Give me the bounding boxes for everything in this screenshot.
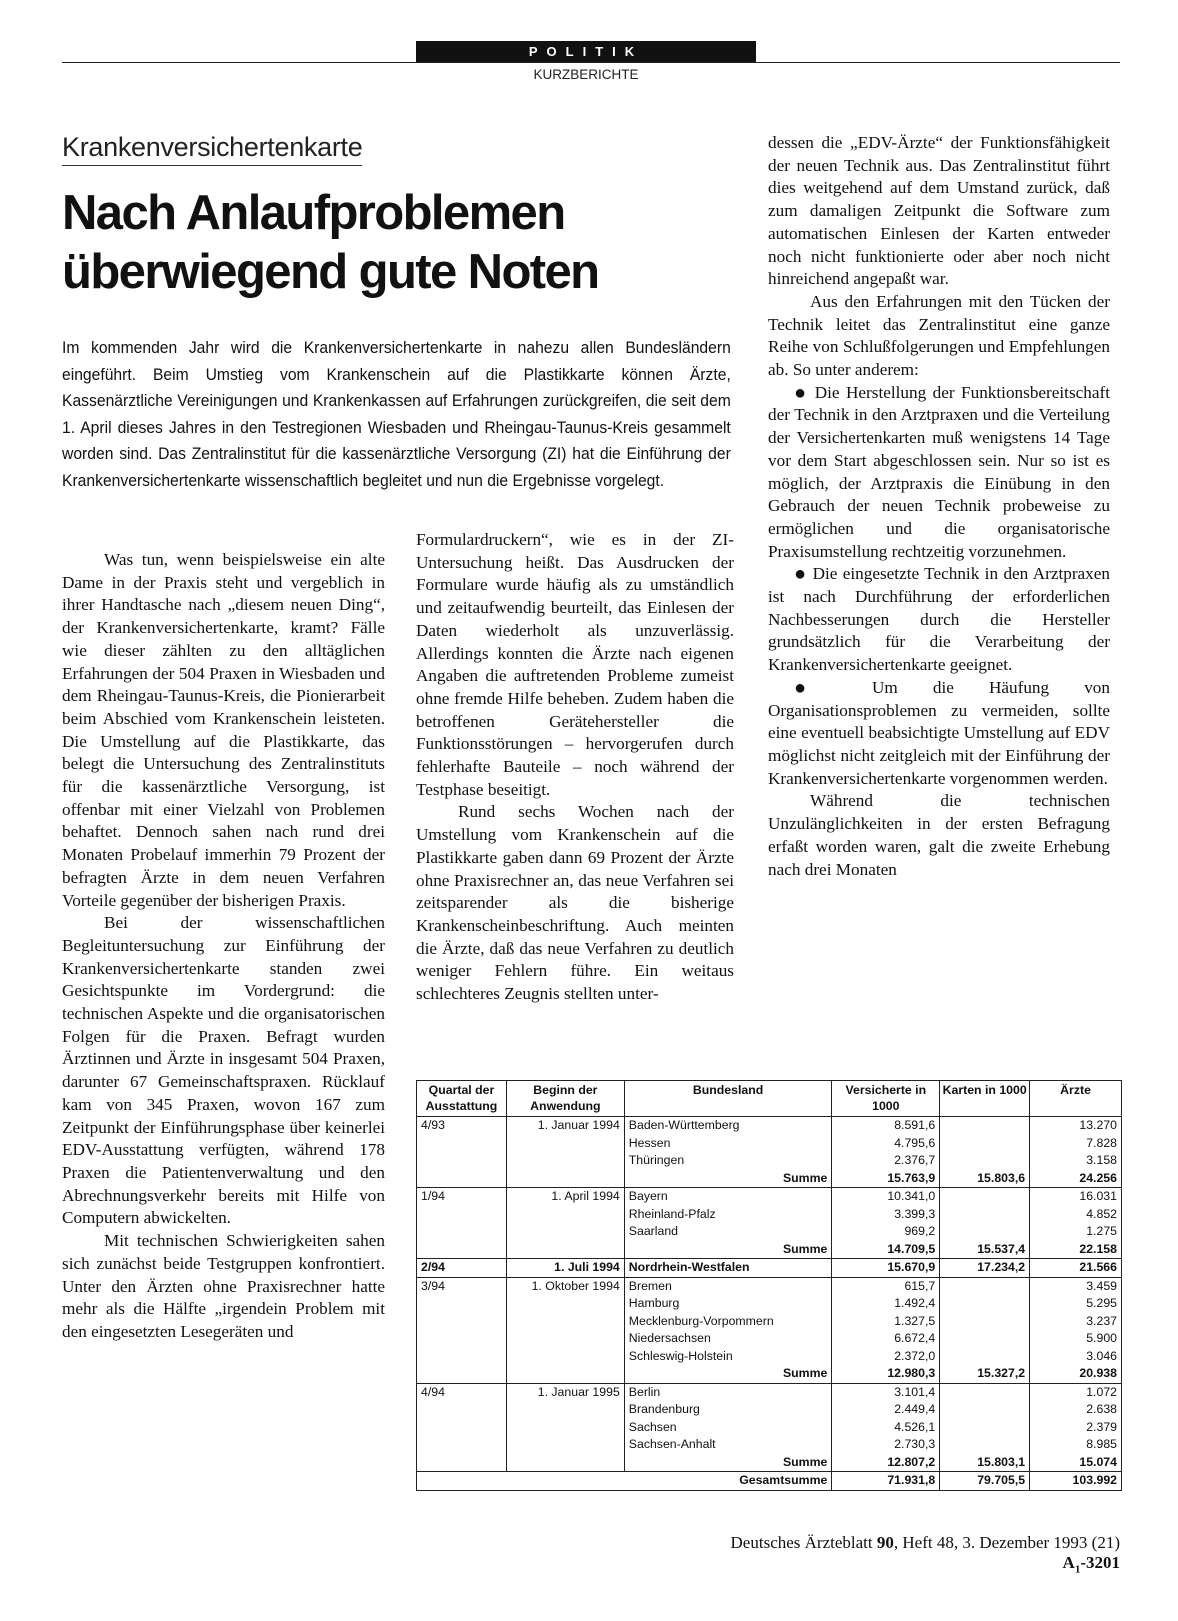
karten-cell (940, 1223, 1030, 1241)
quartal-cell (417, 1295, 507, 1313)
versicherte-cell: 2.730,3 (832, 1436, 940, 1454)
bundesland-cell: Berlin (624, 1383, 832, 1401)
summe-label: Summe (624, 1170, 832, 1188)
versicherte-cell: 15.763,9 (832, 1170, 940, 1188)
table-header: Bundesland (624, 1081, 832, 1117)
beginn-cell (506, 1206, 624, 1224)
versicherte-cell: 4.795,6 (832, 1135, 940, 1153)
bundesland-cell: Bremen (624, 1277, 832, 1295)
quartal-cell (417, 1223, 507, 1241)
body-column-1 (62, 549, 385, 1344)
table-header: Quartal der Ausstattung (417, 1081, 507, 1117)
table-sum-row (417, 1241, 1122, 1259)
bullet-text: Die eingesetzte Technik in den Arztpraxen ist nach Durchführung der erforderlichen Nachbesserungen durch die Hersteller grundsätzlich für die Verarbeitung der Krankenversichertenkarte geeignet. (768, 564, 1110, 675)
versicherte-cell: 6.672,4 (832, 1330, 940, 1348)
versicherte-cell: 2.449,4 (832, 1401, 940, 1419)
table-row (417, 1117, 1122, 1135)
quartal-cell: 1/94 (417, 1188, 507, 1206)
aerzte-cell: 1.072 (1030, 1383, 1122, 1401)
aerzte-cell: 5.900 (1030, 1330, 1122, 1348)
quartal-cell (417, 1401, 507, 1419)
quartal-cell (417, 1241, 507, 1259)
beginn-cell (506, 1436, 624, 1454)
table-row (417, 1419, 1122, 1437)
table-row (417, 1313, 1122, 1331)
table-row (417, 1436, 1122, 1454)
versicherte-cell: 969,2 (832, 1223, 940, 1241)
statistics-table (416, 1080, 1122, 1491)
bundesland-cell: Rheinland-Pfalz (624, 1206, 832, 1224)
karten-cell: 79.705,5 (940, 1472, 1030, 1491)
bullet-icon: ● (794, 563, 808, 586)
body-paragraph: Mit technischen Schwierigkeiten sahen sich zunächst beide Testgruppen konfrontiert. Unter den Ärzten ohne Praxisrechner hatte mehr als die Hälfte „irgendein Problem mit den eingesetzten Lesegeräten und (62, 1231, 385, 1341)
table-sum-row (417, 1170, 1122, 1188)
beginn-cell (506, 1454, 624, 1472)
beginn-cell (506, 1348, 624, 1366)
table-row (417, 1348, 1122, 1366)
bullet-text: Um die Häufung von Organisationsproblemen zu vermeiden, sollte eine eventuell beabsichtigte Umstellung auf EDV möglichst nicht zeitgleich mit der Einführung der Krankenversichertenkarte vorgenommen werden. (768, 677, 1110, 788)
bullet-paragraph (768, 677, 1110, 791)
karten-cell: 15.803,6 (940, 1170, 1030, 1188)
aerzte-cell: 1.275 (1030, 1223, 1122, 1241)
aerzte-cell: 22.158 (1030, 1241, 1122, 1259)
article-headline: Nach Anlaufproblemen überwiegend gute Noten (62, 186, 599, 299)
quartal-cell (417, 1152, 507, 1170)
beginn-cell: 1. April 1994 (506, 1188, 624, 1206)
karten-cell (940, 1313, 1030, 1331)
aerzte-cell: 3.459 (1030, 1277, 1122, 1295)
table-row (417, 1330, 1122, 1348)
quartal-cell (417, 1135, 507, 1153)
quartal-cell (417, 1313, 507, 1331)
karten-cell: 15.803,1 (940, 1454, 1030, 1472)
beginn-cell: 1. Januar 1994 (506, 1117, 624, 1135)
quartal-cell (417, 1330, 507, 1348)
body-paragraph: Was tun, wenn beispielsweise ein alte Dame in der Praxis steht und vergeblich in ihrer Handtasche nach „diesem neuen Ding“, der Krankenversichertenkarte, kramt? Fälle wie dieser zählten zu den alltäglichen Erfahrungen der 504 Praxen in Wiesbaden und dem Rheingau-Taunus-Kreis, die Pionierarbeit beim Abschied vom Krankenschein leisteten. Die Umstellung auf die Plastikkarte, das belegt die Untersuchung des Zentralinstituts für die kassenärztliche Versorgung, ist offenbar mit einer Vielzahl von Problemen behaftet. Dennoch sahen nach rund drei Monaten Probelauf immerhin 79 Prozent der befragten Ärzte in dem neuen Verfahren Vorteile gegenüber der bisherigen Praxis. (62, 550, 385, 910)
beginn-cell (506, 1313, 624, 1331)
table-total-row (417, 1472, 1122, 1491)
beginn-cell (506, 1365, 624, 1383)
body-paragraph: Rund sechs Wochen nach der Umstellung vom Krankenschein auf die Plastikkarte gaben dann 69 Prozent der Ärzte ohne Praxisrechner an, das neue Verfahren sei zeitsparender als die bisherige Krankenscheinbeschriftung. Auch meinten die Ärzte, daß das neue Verfahren zu deutlich weniger Fehlern führe. Ein weitaus schlechteres Zeugnis stellten unter- (416, 802, 734, 1004)
karten-cell: 15.537,4 (940, 1241, 1030, 1259)
versicherte-cell: 4.526,1 (832, 1419, 940, 1437)
aerzte-cell: 3.158 (1030, 1152, 1122, 1170)
table-header: Karten in 1000 (940, 1081, 1030, 1117)
bullet-icon: ● (794, 381, 809, 404)
body-column-3 (768, 132, 1110, 881)
versicherte-cell: 1.327,5 (832, 1313, 940, 1331)
karten-cell (940, 1436, 1030, 1454)
bundesland-cell: Saarland (624, 1223, 832, 1241)
bundesland-cell: Hessen (624, 1135, 832, 1153)
article-kicker: Krankenversichertenkarte (62, 132, 362, 166)
bullet-icon: ● (794, 676, 837, 699)
table-header: Beginn der Anwendung (506, 1081, 624, 1117)
karten-cell (940, 1206, 1030, 1224)
table-sum-row (417, 1365, 1122, 1383)
table-row (417, 1223, 1122, 1241)
table-row (417, 1295, 1122, 1313)
quartal-cell (417, 1454, 507, 1472)
versicherte-cell: 71.931,8 (832, 1472, 940, 1491)
header-rule (62, 62, 1120, 63)
versicherte-cell: 2.372,0 (832, 1348, 940, 1366)
aerzte-cell: 24.256 (1030, 1170, 1122, 1188)
journal-issue: , Heft 48, 3. Dezember 1993 (21) (893, 1533, 1120, 1552)
beginn-cell (506, 1152, 624, 1170)
table-row (417, 1383, 1122, 1401)
karten-cell (940, 1117, 1030, 1135)
quartal-cell (417, 1206, 507, 1224)
body-paragraph: Bei der wissenschaftlichen Begleituntersuchung zur Einführung der Krankenversichertenkarte standen zwei Gesichtspunkte im Vordergrund: die technischen Aspekte und die organisatorischen Folgen für die Praxen. Befragt wurden Ärztinnen und Ärzte in insgesamt 504 Praxen, darunter 67 Gemeinschaftspraxen. Rücklauf kam von 345 Praxen, wovon 167 zum Zeitpunkt der Einführungsphase über keinerlei EDV-Ausstattung verfügten, während 178 Praxen die Patientenverwaltung und den Abrechnungsverkehr bereits mit Hilfe von Computern abwickelten. (62, 913, 385, 1228)
quartal-cell (417, 1348, 507, 1366)
page-sub: 1 (1074, 1563, 1081, 1576)
table-body (417, 1117, 1122, 1491)
table-row (417, 1152, 1122, 1170)
bundesland-cell: Thüringen (624, 1152, 832, 1170)
subsection-label: KURZBERICHTE (533, 67, 639, 82)
versicherte-cell: 12.980,3 (832, 1365, 940, 1383)
aerzte-cell: 8.985 (1030, 1436, 1122, 1454)
table-row (417, 1401, 1122, 1419)
karten-cell (940, 1152, 1030, 1170)
table-row (417, 1259, 1122, 1278)
bundesland-cell: Niedersachsen (624, 1330, 832, 1348)
beginn-cell (506, 1223, 624, 1241)
beginn-cell (506, 1135, 624, 1153)
quartal-cell (417, 1170, 507, 1188)
bundesland-cell: Nordrhein-Westfalen (624, 1259, 832, 1278)
page-footer (700, 1533, 1120, 1575)
bundesland-cell: Sachsen-Anhalt (624, 1436, 832, 1454)
aerzte-cell: 2.638 (1030, 1401, 1122, 1419)
table-header: Versicherte in 1000 (832, 1081, 940, 1117)
karten-cell (940, 1135, 1030, 1153)
versicherte-cell: 1.492,4 (832, 1295, 940, 1313)
journal-volume: 90 (876, 1533, 894, 1552)
beginn-cell (506, 1295, 624, 1313)
versicherte-cell: 14.709,5 (832, 1241, 940, 1259)
karten-cell: 17.234,2 (940, 1259, 1030, 1278)
table-row (417, 1188, 1122, 1206)
table-row (417, 1206, 1122, 1224)
quartal-cell (417, 1419, 507, 1437)
aerzte-cell: 15.074 (1030, 1454, 1122, 1472)
quartal-cell: 4/93 (417, 1117, 507, 1135)
quartal-cell: 3/94 (417, 1277, 507, 1295)
aerzte-cell: 7.828 (1030, 1135, 1122, 1153)
quartal-cell: 2/94 (417, 1259, 507, 1278)
bullet-text: Die Herstellung der Funktionsbereitschaft der Technik in den Arztpraxen und die Verteilung der Versichertenkarten muß wenigstens 14 Tage vor dem Start abgeschlossen sein. Nur so ist es möglich, der Arztpraxis die Einübung in den Gebrauch der neuen Technik probeweise zu ermöglichen und die organisatorische Praxisumstellung rechtzeitig vorzunehmen. (768, 382, 1110, 561)
aerzte-cell: 3.237 (1030, 1313, 1122, 1331)
page-prefix: A (1062, 1553, 1075, 1572)
aerzte-cell: 5.295 (1030, 1295, 1122, 1313)
aerzte-cell: 13.270 (1030, 1117, 1122, 1135)
bundesland-cell: Mecklenburg-Vorpommern (624, 1313, 832, 1331)
karten-cell (940, 1188, 1030, 1206)
aerzte-cell: 16.031 (1030, 1188, 1122, 1206)
aerzte-cell: 2.379 (1030, 1419, 1122, 1437)
versicherte-cell: 3.101,4 (832, 1383, 940, 1401)
summe-label: Summe (624, 1241, 832, 1259)
summe-label: Summe (624, 1454, 832, 1472)
bundesland-cell: Bayern (624, 1188, 832, 1206)
beginn-cell (506, 1241, 624, 1259)
karten-cell (940, 1383, 1030, 1401)
karten-cell: 15.327,2 (940, 1365, 1030, 1383)
karten-cell (940, 1330, 1030, 1348)
page-number (1062, 1553, 1120, 1576)
bundesland-cell: Schleswig-Holstein (624, 1348, 832, 1366)
aerzte-cell: 103.992 (1030, 1472, 1122, 1491)
bundesland-cell: Hamburg (624, 1295, 832, 1313)
beginn-cell (506, 1401, 624, 1419)
karten-cell (940, 1295, 1030, 1313)
versicherte-cell: 15.670,9 (832, 1259, 940, 1278)
bullet-paragraph (768, 382, 1110, 564)
page-num: -3201 (1080, 1553, 1120, 1572)
karten-cell (940, 1277, 1030, 1295)
journal-name: Deutsches Ärzteblatt (730, 1533, 873, 1552)
bundesland-cell: Brandenburg (624, 1401, 832, 1419)
beginn-cell: 1. Juli 1994 (506, 1259, 624, 1278)
karten-cell (940, 1401, 1030, 1419)
bundesland-cell: Sachsen (624, 1419, 832, 1437)
versicherte-cell: 3.399,3 (832, 1206, 940, 1224)
bundesland-cell: Baden-Württemberg (624, 1117, 832, 1135)
table-row (417, 1277, 1122, 1295)
karten-cell (940, 1419, 1030, 1437)
gesamtsumme-label: Gesamtsumme (417, 1472, 832, 1491)
versicherte-cell: 2.376,7 (832, 1152, 940, 1170)
section-band: POLITIK (416, 41, 756, 62)
quartal-cell: 4/94 (417, 1383, 507, 1401)
aerzte-cell: 20.938 (1030, 1365, 1122, 1383)
body-paragraph: Während die technischen Unzulänglichkeiten in der ersten Befragung erfaßt worden waren, galt die zweite Erhebung nach drei Monaten (768, 791, 1110, 879)
table-header: Ärzte (1030, 1081, 1122, 1117)
versicherte-cell: 10.341,0 (832, 1188, 940, 1206)
versicherte-cell: 615,7 (832, 1277, 940, 1295)
bullet-paragraph (768, 563, 1110, 677)
quartal-cell (417, 1436, 507, 1454)
table-row (417, 1135, 1122, 1153)
karten-cell (940, 1348, 1030, 1366)
beginn-cell: 1. Januar 1995 (506, 1383, 624, 1401)
body-paragraph: Formulardruckern“, wie es in der ZI-Untersuchung heißt. Das Ausdrucken der Formulare wurde häufig als zu umständlich und zeitaufwendig beurteilt, das Einlesen der Daten wiederholt als unzuverlässig. Allerdings konnten die Ärzte nach eigenen Angaben die auftretenden Probleme zumeist ohne fremde Hilfe beheben. Zudem haben die betroffenen Gerätehersteller die Funktionsstörungen – hervorgerufen durch fehlerhafte Bauteile – noch während der Testphase beseitigt. (416, 530, 734, 799)
body-column-2 (416, 529, 734, 1006)
beginn-cell (506, 1170, 624, 1188)
body-paragraph: dessen die „EDV-Ärzte“ der Funktionsfähigkeit der neuen Technik aus. Das Zentralinstitut führt dies weitgehend auf dem Umstand zurück, daß zum damaligen Zeitpunkt die Software zum automatischen Einlesen der Karten entweder noch nicht funktionierte oder aber noch nicht hinreichend angepaßt war. (768, 133, 1110, 289)
body-paragraph: Aus den Erfahrungen mit den Tücken der Technik leitet das Zentralinstitut eine ganze Reihe von Schlußfolgerungen und Empfehlungen ab. So unter anderem: (768, 291, 1110, 380)
aerzte-cell: 4.852 (1030, 1206, 1122, 1224)
beginn-cell (506, 1419, 624, 1437)
beginn-cell (506, 1330, 624, 1348)
versicherte-cell: 12.807,2 (832, 1454, 940, 1472)
table-sum-row (417, 1454, 1122, 1472)
versicherte-cell: 8.591,6 (832, 1117, 940, 1135)
aerzte-cell: 21.566 (1030, 1259, 1122, 1278)
beginn-cell: 1. Oktober 1994 (506, 1277, 624, 1295)
article-lead: Im kommenden Jahr wird die Krankenversichertenkarte in nahezu allen Bundesländern eingeführt. Beim Umstieg vom Krankenschein auf die Plastikkarte können Ärzte, Kassenärztliche Vereinigungen und Krankenkassen auf Erfahrungen zurückgreifen, die seit dem 1. April dieses Jahres in den Testregionen Wiesbaden und Rheingau-Taunus-Kreis gesammelt worden sind. Das Zentralinstitut für die kassenärztliche Versorgung (ZI) hat die Einführung der Krankenversichertenkarte wissenschaftlich begleitet und nun die Ergebnisse vorgelegt. (62, 339, 731, 490)
summe-label: Summe (624, 1365, 832, 1383)
aerzte-cell: 3.046 (1030, 1348, 1122, 1366)
quartal-cell (417, 1365, 507, 1383)
